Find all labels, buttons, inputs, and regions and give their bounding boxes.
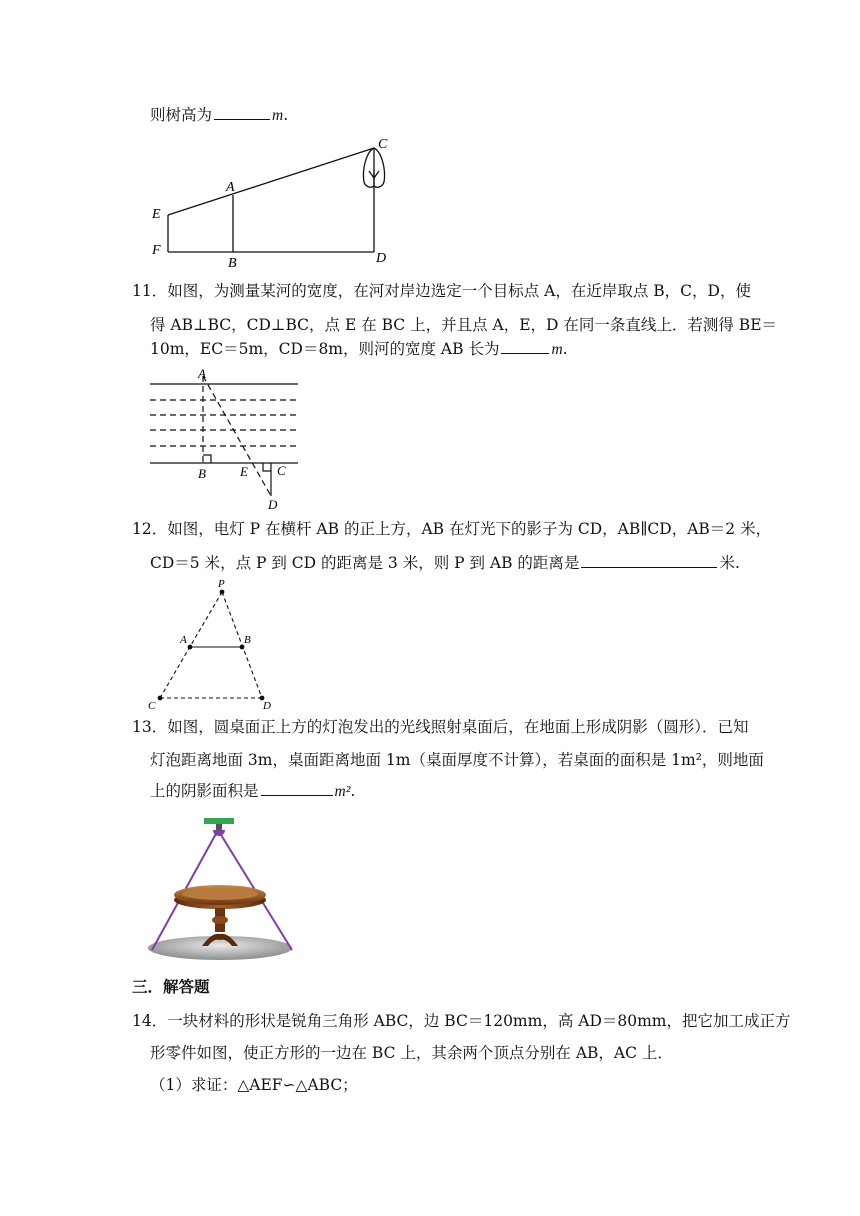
q13-line-2: 灯泡距离地面 3m，桌面距离地面 1m（桌面厚度不计算），若桌面的面积是 1m²，则地面 <box>150 751 764 769</box>
figure-12-lamp-diagram <box>140 576 300 716</box>
q13-line-3 <box>150 780 355 803</box>
q10-unit: m <box>272 107 284 124</box>
q14-line-3: （1）求证：△AEF∽△ABC； <box>150 1076 358 1094</box>
q14-line-2: 形零件如图，使正方形的一边在 BC 上，其余两个顶点分别在 AB，AC 上． <box>150 1044 673 1062</box>
q13-blank <box>261 780 333 796</box>
q11-unit: m <box>551 341 563 358</box>
fig10-label-c: C <box>378 137 388 152</box>
q13-line-1: 13．如图，圆桌面正上方的灯泡发出的光线照射桌面后，在地面上形成阴影（圆形）．已知 <box>132 718 749 736</box>
fig10-label-f: F <box>152 243 161 258</box>
q11-line-1: 11．如图，为测量某河的宽度，在河对岸边选定一个目标点 A，在近岸取点 B，C，D，使 <box>132 282 751 300</box>
q10-answer-line <box>150 104 288 127</box>
q13-end: . <box>350 782 356 800</box>
figure-11-river-diagram <box>148 366 318 512</box>
q11-end: . <box>562 340 568 358</box>
q13-text-3: 上的阴影面积是 <box>150 782 259 800</box>
fig10-label-a: A <box>226 180 235 195</box>
fig10-label-d: D <box>376 251 387 266</box>
q12-text-2: CD＝5 米，点 P 到 CD 的距离是 3 米，则 P 到 AB 的距离是 <box>150 554 580 572</box>
q12-blank <box>581 552 717 568</box>
q12-tail: 米. <box>719 554 740 572</box>
fig11-label-a: A <box>198 366 206 381</box>
fig10-label-b: B <box>228 256 237 271</box>
fig12-label-a: A <box>180 634 187 646</box>
figure-10-tree-diagram <box>140 130 560 270</box>
fig11-label-d: D <box>268 497 278 512</box>
q11-line-2: 得 AB⊥BC，CD⊥BC，点 E 在 BC 上，并且点 A，E，D 在同一条直线上．若测得 BE＝ <box>150 316 778 334</box>
q11-blank <box>501 338 549 354</box>
q13-unit: m² <box>334 783 351 800</box>
fig12-label-p: P <box>218 578 225 590</box>
fig12-label-b: B <box>244 634 251 646</box>
q10-blank <box>214 104 270 120</box>
q12-line-1: 12．如图，电灯 P 在横杆 AB 的正上方，AB 在灯光下的影子为 CD，AB∥CD，AB＝2 米， <box>132 520 772 538</box>
section-3-heading: 三．解答题 <box>132 977 210 996</box>
q11-text-3: 10m，EC＝5m，CD＝8m，则河的宽度 AB 长为 <box>150 340 500 358</box>
fig10-label-e: E <box>152 207 161 222</box>
fig11-label-b: B <box>198 466 206 481</box>
q10-end: . <box>283 106 289 124</box>
fig12-label-c: C <box>148 700 156 712</box>
q11-line-3 <box>150 338 568 361</box>
fig11-label-e: E <box>240 464 248 479</box>
fig12-label-d: D <box>263 700 271 712</box>
figure-13-lamp-table-image <box>142 812 312 962</box>
q14-line-1: 14．一块材料的形状是锐角三角形 ABC，边 BC＝120mm，高 AD＝80mm，把它加工成正方 <box>132 1012 791 1030</box>
q12-line-2 <box>150 552 740 574</box>
q10-text: 则树高为 <box>150 106 213 124</box>
fig11-label-c: C <box>277 463 286 478</box>
